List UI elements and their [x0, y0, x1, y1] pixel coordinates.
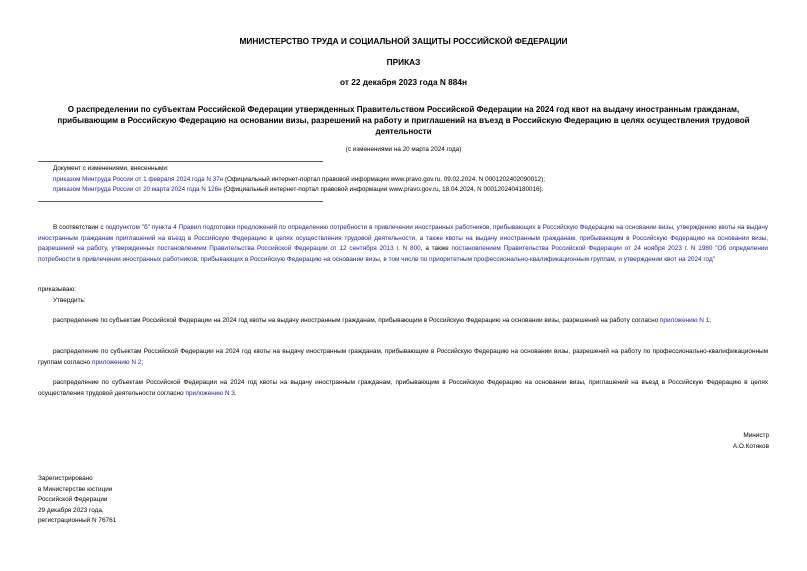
- item-punctuation: ;: [141, 358, 144, 366]
- rules-link[interactable]: подпунктом "б" пункта 4 Правил подготовки предложений по определению потребности в привлечении иностранных работников, прибывающих в Российскую Федерацию на основании визы, утверждению квоты на выдачу иностранным гражданам приглашений на въезд в Российскую Федерацию в целях осуществления трудовой деятельности, а также квоты на выдачу иностранным гражданам, прибывающим в Российскую Федерацию на основании визы, разрешений на работу, утвержденных постановлением Правительства Российской Федерации от 12 сентября 2013 г. N 800: [38, 224, 768, 252]
- approval-item-text: распределение по субъектам Российской Федерации на 2024 год квоты на выдачу иностранным гражданам, прибывающим в Российскую Федерацию на основании визы, разрешений на работу по профессионально-квалификационным группам согласно: [38, 348, 768, 366]
- approve-word: Утвердить:: [53, 297, 86, 304]
- doc-type-heading: ПРИКАЗ: [386, 57, 421, 67]
- appendix-1-link[interactable]: приложению N 1: [659, 317, 710, 324]
- approval-item-text: распределение по субъектам Российской Федерации на 2024 год квоты на выдачу иностранным гражданам, прибывающим в Российскую Федерацию на основании визы, приглашений на въезд в Российскую Федерацию в целях осуществления трудовой деятельности согласно: [38, 379, 768, 397]
- registration-line: Российской Федерации: [38, 496, 108, 503]
- approval-item: [38, 378, 768, 399]
- amendment-item: [53, 185, 773, 196]
- registration-line: регистрационный N 76761: [38, 517, 117, 524]
- amendment-item: [53, 175, 773, 186]
- doc-date-number: от 22 декабря 2023 года N 884н: [339, 77, 468, 87]
- registration-block: [38, 474, 116, 527]
- approval-item: [38, 316, 768, 327]
- resolution-link[interactable]: постановлением Правительства Российской Федерации от 24 ноября 2023 г. N 1980 "Об определении потребности в привлечении иностранных работников, прибывающих в Российскую Федерацию на основании визы, в том числе по приоритетным профессионально-квалификационным группам, и утверждении квот на 2024 год": [38, 245, 768, 263]
- registration-line: в Министерстве юстиции: [38, 485, 113, 493]
- item-punctuation: ;: [709, 317, 712, 324]
- registration-line: Зарегистрировано: [38, 475, 93, 482]
- preamble-text: , а также: [420, 245, 452, 252]
- signer-name: А.О.Котяков: [732, 442, 769, 450]
- amendments-bottom-rule: [38, 201, 323, 202]
- item-punctuation: .: [234, 389, 237, 397]
- preamble-text: В соответствии с: [53, 224, 106, 231]
- signature-block: [733, 431, 769, 452]
- approval-item-text: распределение по субъектам Российской Федерации на 2024 год квоты на выдачу иностранным гражданам, прибывающим в Российскую Федерацию на основании визы, разрешений на работу согласно: [53, 317, 660, 324]
- document-title: О распределении по субъектам Российской Федерации утвержденных Правительством Российской Федерации на 2024 год квот на выдачу иностранным гражданам, прибывающим в Российскую Федерацию на основании визы, разрешений на работу и приглашений на въезд в Российскую Федерацию в целях осуществления трудовой деятельности: [57, 105, 750, 136]
- signer-position: Министр: [743, 432, 769, 439]
- revision-note: (с изменениями на 20 марта 2024 года): [345, 146, 462, 153]
- appendix-3-link[interactable]: приложению N 3: [185, 389, 235, 397]
- approval-item: [38, 347, 768, 368]
- amendments-intro: Документ с изменениями, внесенными:: [53, 165, 169, 172]
- ministry-heading: МИНИСТЕРСТВО ТРУДА И СОЦИАЛЬНОЙ ЗАЩИТЫ РОССИЙСКОЙ ФЕДЕРАЦИИ: [239, 36, 568, 46]
- amendment-text: (Официальный интернет-портал правовой информации www.pravo.gov.ru, 09.02.2024, N 0001202402090012);: [223, 176, 545, 183]
- registration-line: 29 декабря 2023 года,: [38, 506, 104, 514]
- preamble-paragraph: [38, 223, 768, 265]
- amendments-top-rule: [38, 161, 323, 162]
- order-word: приказываю:: [38, 286, 76, 293]
- appendix-2-link[interactable]: приложению N 2: [92, 358, 142, 366]
- amendment-link[interactable]: приказом Минтруда России от 20 марта 2024 года N 126н: [53, 186, 222, 193]
- amendment-link[interactable]: приказом Минтруда России от 1 февраля 2024 года N 37н: [53, 176, 224, 183]
- amendment-text: (Официальный интернет-портал правовой информации www.pravo.gov.ru, 18.04.2024, N 0001202404180016).: [221, 186, 544, 193]
